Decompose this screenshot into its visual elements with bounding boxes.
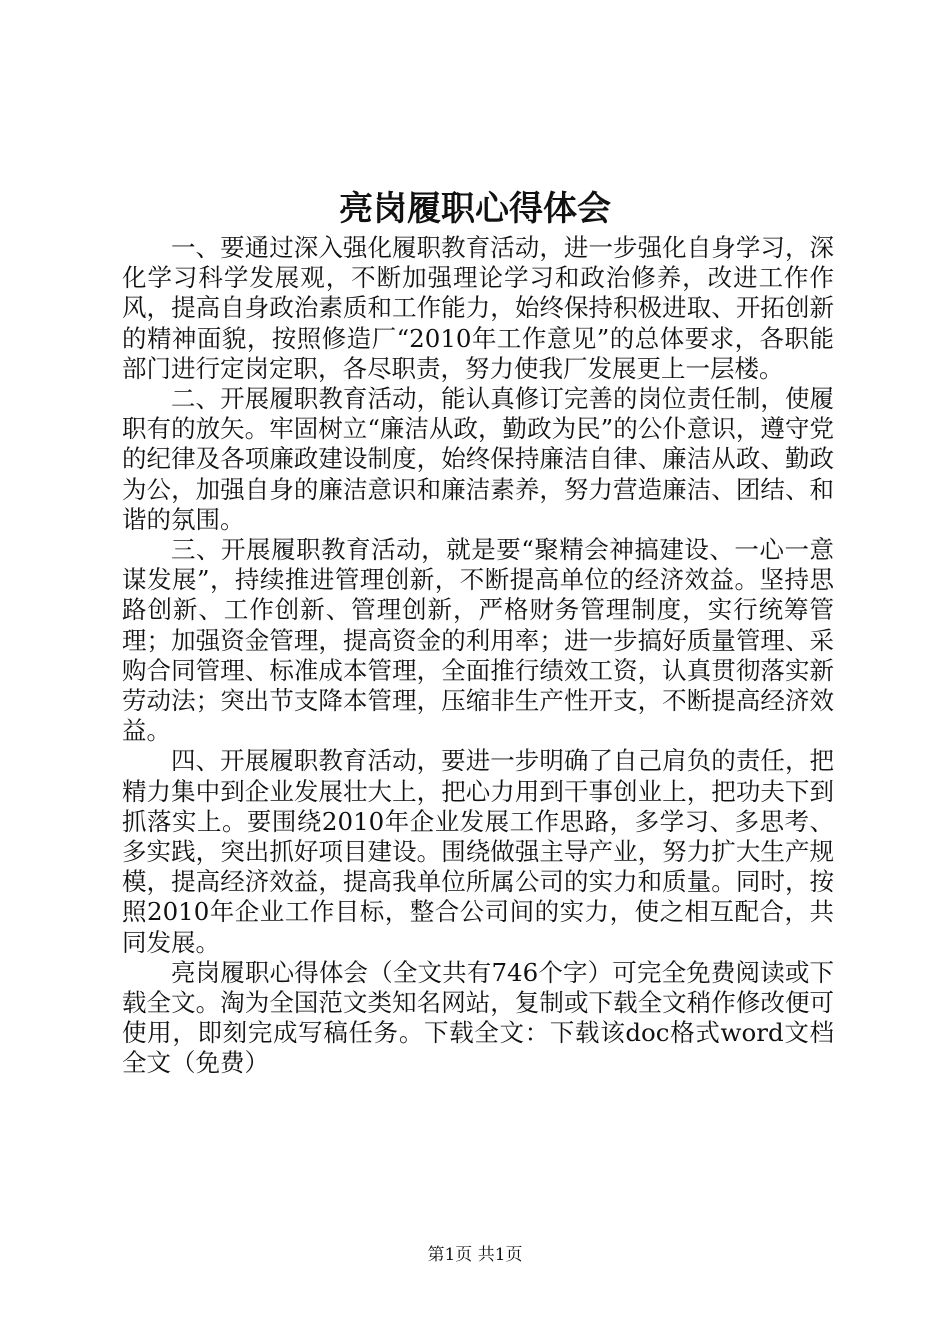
paragraph-3: 三、开展履职教育活动，就是要“聚精会神搞建设、一心一意谋发展”，持续推进管理创新，不断提高单位的经济效益。坚持思路创新、工作创新、管理创新，严格财务管理制度，实行统筹管理；加强资金管理，提高资金的利用率；进一步搞好质量管理、采购合同管理、标准成本管理，全面推行绩效工资，认真贯彻落实新劳动法；突出节支降本管理，压缩非生产性开支，不断提高经济效益。 bbox=[122, 535, 834, 746]
page-number-footer: 第1页 共1页 bbox=[427, 1245, 523, 1265]
paragraph-1: 一、要通过深入强化履职教育活动，进一步强化自身学习，深化学习科学发展观，不断加强理论学习和政治修养，改进工作作风，提高自身政治素质和工作能力，始终保持积极进取、开拓创新的精神面貌，按照修造厂“2010年工作意见”的总体要求，各职能部门进行定岗定职，各尽职责，努力使我厂发展更上一层楼。 bbox=[122, 233, 834, 383]
paragraph-4: 四、开展履职教育活动，要进一步明确了自己肩负的责任，把精力集中到企业发展壮大上，把心力用到干事创业上，把功夫下到抓落实上。要围绕2010年企业发展工作思路，多学习、多思考、多实践，突出抓好项目建设。围绕做强主导产业，努力扩大生产规模，提高经济效益，提高我单位所属公司的实力和质量。同时，按照2010年企业工作目标，整合公司间的实力，使之相互配合，共同发展。 bbox=[122, 746, 834, 957]
paragraph-download-note: 亮岗履职心得体会（全文共有746个字）可完全免费阅读或下载全文。淘为全国范文类知名网站，复制或下载全文稍作修改便可使用，即刻完成写稿任务。下载全文：下载该doc格式word文档全文（免费） bbox=[122, 957, 834, 1078]
paragraph-2: 二、开展履职教育活动，能认真修订完善的岗位责任制，使履职有的放矢。牢固树立“廉洁从政，勤政为民”的公仆意识，遵守党的纪律及各项廉政建设制度，始终保持廉洁自律、廉洁从政、勤政为公，加强自身的廉洁意识和廉洁素养，努力营造廉洁、团结、和谐的氛围。 bbox=[122, 384, 834, 534]
document-body bbox=[122, 233, 834, 1079]
document-title: 亮岗履职心得体会 bbox=[339, 189, 611, 229]
